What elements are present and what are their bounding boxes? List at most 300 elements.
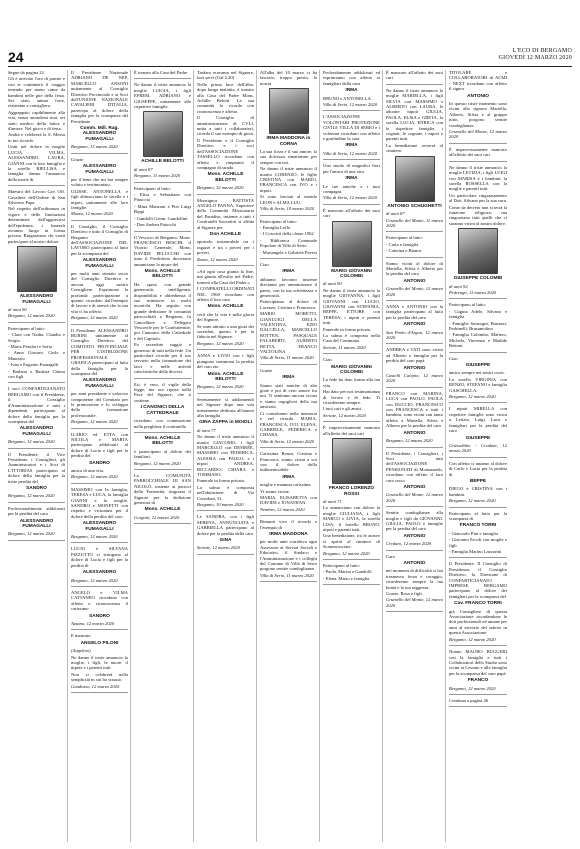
deceased-name: ANTONIO: [466, 93, 490, 99]
notice: [386, 510, 443, 550]
notice-text: Lo annunciano con dolore la moglie GIULIANA, i figli MARCO e LIVIA, la sorella LISA, il fratello BRUNO, nipoti e parenti tutti.: [323, 505, 380, 532]
deceased-name: ANTONIO: [403, 365, 426, 371]
notice-text: Nella prima luce dell'alba, dopo lunga malattia, è tornato alla Casa del Padre Mons. Achille Belotti. La sua comunità lo ricorda con riconoscenza e affetto.: [197, 81, 254, 114]
notice-text: È improvvisamente mancato all'affetto dei suoi cari: [323, 425, 380, 436]
deceased-name: IRMA: [345, 88, 358, 94]
notice: [386, 451, 443, 508]
notice-text: ANGELO e VILMA CATTANEO ricordano con affetto e riconoscenza il carissimo: [71, 589, 128, 612]
notice-text: Ne danno il triste annuncio il marito LORENZO, le figlie CRISTINA con MARIO, FRANCESCA con IVO e i nipoti.: [260, 166, 317, 193]
notice-date: Bergamo, 12 marzo 2020: [323, 550, 370, 556]
notice-text: DIEGO e CRISTINA con i bambini.: [449, 486, 507, 497]
deceased-name: ANTONIO: [403, 484, 426, 490]
deceased-name: ALESSANDRO FUMAGALLI: [82, 164, 117, 175]
notice-text: - Cugina Adele, Silvano e famiglia: [449, 308, 507, 320]
portrait-photo: [332, 438, 372, 484]
column-5: [260, 70, 320, 842]
notice-text: Il Presidente, i Consiglieri, i Soci tutti dell'ASSOCIAZIONE PENSIONATI di Montanardo, ricordano con affetto il loro caro socio: [386, 450, 443, 483]
portrait-photo: [17, 246, 57, 292]
notice-text: Grazie: [260, 367, 273, 373]
notice-text: Eri, è vero, il vigile della legge, ma ora riposa nella Pace del Signore, che ti sostiene.: [134, 381, 191, 403]
age-line: (Angelino): [71, 648, 91, 654]
notice-text: MARIA, ELISABETTA con DAVIDE e JONATHAN: [260, 494, 317, 506]
deceased-name: ALESSANDRO FUMAGALLI: [19, 426, 54, 437]
notice: [323, 114, 380, 160]
notice-text: Profondamente addolorati ed esprimiamo con affetto ai famigliari della cara: [323, 70, 380, 86]
portrait-photo: [458, 228, 498, 274]
notice-text: Il Consiglio di amministrazione di CVLI, unita a tutti i collaboratori, ricorda il suo esempio di gioia.: [197, 115, 254, 137]
deceased-name: Comm. Mill. Rag. ALESSANDRO FUMAGALLI: [80, 126, 119, 142]
notice-text: - Giacomo Ercoli con moglie e figli: [449, 537, 507, 548]
notice: [386, 235, 443, 257]
notice-text: ANNA e LIVIO con i figli piangono commossi la perdita del caro zio: [197, 353, 254, 370]
notice: [449, 302, 507, 352]
notice: [8, 326, 65, 384]
notice-text: ANDREA e TATI sono vicini ad Alberto e famiglia per la perdita del caro papà: [386, 347, 443, 364]
notice-text: Un particolare ringraziamento al Dott. Silvano per la sua cura.: [449, 192, 507, 204]
notice: [323, 563, 380, 585]
notice: [71, 157, 128, 221]
notice-text: I CONFRATELLI ORDINATI NEL 1960 ricordano con affetto il loro caro: [197, 286, 254, 303]
notice-text: - Famiglie Sonzogni, Bonazzi, Pedrinelli, Brusamolino: [449, 320, 507, 331]
notice-date: Bergamo, 12 marzo 2020: [8, 439, 55, 445]
notice-text: È tornato alla Casa del Padre: [134, 70, 188, 75]
portrait-photo: [143, 111, 183, 157]
notice: [449, 165, 507, 300]
notice-text: La sorella VIRGINIA con RENZO, STEFANO e famiglia GASCHELLA.: [449, 376, 507, 393]
notice-text: I tuoi cari e gli amici.: [323, 406, 363, 412]
notice-date: Villa di Serio, 12 marzo 2020: [260, 438, 315, 444]
notice-text: La salma è composta nella Casa del Commiato.: [323, 333, 380, 344]
notice-text: Ciao: [449, 355, 458, 361]
notice-date: Nembro, 12 marzo 2020: [260, 506, 305, 512]
deceased-name: Don ACHILLE: [209, 231, 242, 237]
notice-text: È improvvisamente mancato all'affetto dei suoi cari: [449, 146, 507, 158]
notice-date: Bergamo, 12 marzo 2020: [71, 474, 118, 480]
notice-text: - Mario Pesalori e Sofia: [8, 344, 52, 350]
notice-text: amico di una vita.: [71, 468, 104, 473]
age-line: di anni 87: [386, 211, 405, 217]
notice-text: MARIO MORETTI, GIANLUIGI DELLA VALENTINA, EZIO DALCELLA, MARCELLO ROTTEN, PASQUALE FALABERTI, ALBERTO BETTA, FRANCO VALTOLINA.: [260, 311, 317, 355]
notice: [386, 391, 443, 448]
notice-text: Il Presidente Nazionale ADRIANO DE NEP, MARCELLO ANSONI unitamente al Consiglio Direttivo Provinciale e ai Soci dell'UNIONE NAZIONALE CAVALIERI D'ITALIA, partecipa al dolore della famiglia per la scomparsa del Presidente: [71, 70, 128, 124]
notice-text: Vi siamo vicine.: [260, 488, 290, 494]
deceased-name: IRMA MADDONA: [269, 532, 308, 537]
notice-date: Villa di Serio, 11 marzo 2020: [260, 572, 314, 578]
notice-date: Bergamo, 12 marzo 2020: [197, 384, 244, 390]
notice: [323, 163, 380, 204]
notice-text: È mancato all'affetto dei suoi cari: [386, 70, 443, 81]
notice: [386, 304, 443, 344]
notice-text: per il bene che mi hai sempre voluto e testimoniato.: [71, 176, 128, 188]
notice: [197, 514, 254, 554]
notice-date: Grumello del Monte, 12 marzo 2020: [386, 597, 443, 608]
deceased-name: FRANCO TORRI: [459, 523, 497, 529]
deceased-name: Mons. ACHILLE BELOTTI: [207, 371, 244, 382]
age-line: di anni 71: [323, 498, 342, 504]
notice-text: nei momenti di difficoltà ci hai trasmesso forza e coraggio, ricorderemo sempre la tua bontà e la tua saggezza.: [386, 568, 443, 590]
notice-text: - Elena, Mario e famiglia: [323, 575, 370, 581]
deceased-name: ANTONIO: [403, 533, 426, 539]
notice-text: Nel rispetto dell'ordinanza in vigore e delle limitazioni determinate dall'aggravarsi dell'epidemia, i funerali avranno luogo in forma privata. Ringraziano chi vorrà partecipare al nostro dolore.: [8, 206, 65, 244]
notice-text: FRANCO con MARINA, LUCA con PAOLO, PAOLA con DUCCIO, FRANCESCO con FRANCESCA e tutti i bambini, sono vicini con tanto affetto a Mariella, Silvia e Alberto per la perdita del caro: [386, 390, 443, 429]
notice-text: Funerale in forma privata.: [197, 478, 245, 484]
deceased-name: Cav. FRANCO TORRI: [454, 601, 502, 607]
deceased-name: FRANCO LORENZO ROSSI: [328, 486, 375, 497]
notice-date: Mozzo, 12 marzo 2020: [71, 211, 113, 217]
age-line: di anni 90: [323, 281, 342, 287]
notice-text: Se sono attratto a una gioia dei sacerdoti, questo è per la fiducia nel Signore.: [197, 323, 254, 340]
age-line: di anni 77: [197, 427, 216, 433]
notice-text: Carissima Renza, Cristina e Francesca, siamo vicini a voi con il dolore della indimenticabile: [260, 451, 317, 473]
notice-text: I nipoti MIRELLA con rispettive famiglie sono vicini a Letizia, Luigi, Luca e famigliari per la perdita del caro: [449, 406, 507, 434]
notice: [134, 436, 191, 470]
notice-text: Partecipano al lutto:: [260, 218, 297, 224]
notice-date: Bergamo, 12 marzo 2020: [71, 577, 118, 583]
notice-text: Uniti nel dolore la moglie LUCIA, VILMA, ALESSANDRO, LAURA, GIANNI con le loro famiglie e la sorella RIELLISA e famiglia danno l'annuncio della morte di: [8, 144, 65, 182]
deceased-name: FRANCO: [467, 678, 489, 684]
notice-date: Roma, 12 marzo 2020: [197, 256, 238, 262]
obituary-columns: [8, 70, 572, 842]
notice-text: Andrà e celebrerà la S. Messa in tuo ricordo.: [8, 132, 65, 143]
notice: [386, 554, 443, 613]
notice-text: Maestro del Lavoro Cav. Off. Cavaliere dell'Ordine di San Silvestro Papa: [8, 189, 65, 205]
notice: [71, 432, 128, 484]
masthead: [499, 48, 572, 62]
notice-text: Ne danno il triste annuncio la moglie MARIELLA, i figli SILVIA con MASSIMO e ALBERTO con LAURA, le adorate nipoti GIULIA, PAOLA, ELISA e GRETA, la sorella LUCIA, ENRICA con le rispettive famiglie, i cognati, le cognate, i nipoti e parenti tutti.: [386, 87, 443, 142]
deceased-name: ANTONIO: [403, 561, 426, 566]
paper-name: L'ECO DI BERGAMO: [512, 48, 572, 54]
deceased-name: GIUSEPPE: [465, 363, 491, 369]
notice-text: - Don Andrea Paiocchi: [134, 222, 176, 228]
notice-text: - Giancarlo Pini e famiglia: [449, 530, 498, 536]
notice: [197, 397, 254, 512]
notice-date: Bergamo, 12 marzo 2020: [134, 460, 181, 466]
notice-date: Bergamo, 12 marzo 2020: [449, 498, 496, 504]
notice-text: Continua a pagina 26: [449, 697, 489, 703]
deceased-name: ANGELO PILONI: [80, 640, 119, 646]
notice-date: Gandosso, 12 marzo 2020: [71, 683, 120, 689]
notice-date: Bergamo, 12 marzo 2020: [449, 394, 496, 400]
notice-text: Sentite condoglianze alla moglie e figli da GIOVANNI, GIULIA, PAOLO e famiglie per la perdita del caro: [386, 510, 443, 532]
deceased-name: SANDRO: [89, 613, 110, 619]
notice-text: Gli è arrivato l'oro di partire e con te continuerò il viaggio tenendo per mano come da bambini nelle gite della festa. Sei stato anima forte, resistente a consigliera.: [8, 76, 65, 109]
column-1: [8, 70, 68, 842]
notice: [260, 70, 317, 216]
notice: [134, 235, 191, 379]
notice-date: Villa di Serio, 12 marzo 2020: [323, 195, 378, 201]
notice-date: San Paolo d'Argon, 12 marzo 2020: [386, 329, 443, 340]
notice-text: - Barbara e Battista Chiesa con figli: [8, 368, 65, 380]
notice-text: Il Presidente, Il Consiglio di Presidenza, il Consiglio Direttivo, la Direzione di CONFARTIGIANATO IMPRESE BERGAMO partecipano al dolore dei famigliari per la scomparsa del: [449, 561, 507, 599]
notice-date: Grassobbio - Cividate, 12 marzo 2020: [449, 442, 507, 454]
notice-date: Bergamo, 10 marzo 2020: [197, 502, 244, 508]
notice-text: Professionalmente addolorati per la perdita del caro: [8, 505, 65, 517]
notice-text: e partecipano al dolore dei familiari.: [134, 448, 191, 460]
notice-text: Partecipano al lutto:: [449, 302, 486, 308]
notice-text: Il Presidente, il Vice Presidente, i Consiglieri, gli Amministratori e i Soci di L'ITTORIAS partecipano al dolore della famiglia per la triste perdita del: [8, 451, 65, 484]
notice-text: - Mariangela e Gabriele Pavesi: [260, 249, 317, 255]
header-rule: [8, 66, 572, 67]
notice-text: Il Vescovo di Bergamo, Mons. FRANCESCO BESCHI, il Vicario Generale, Mons. DAVIDE PELUCCHI con tutto il Presbiterio diocesano annunciano la morte del: [134, 234, 191, 267]
deceased-name: MARIO GIOVANNI COLOMBI: [331, 268, 372, 279]
notice: [8, 70, 65, 186]
notice: [71, 590, 128, 630]
notice-text: Caro: [386, 553, 395, 559]
page-header: [8, 50, 572, 64]
notice-date: Villa di Serio, 12 marzo 2020: [323, 150, 378, 156]
notice-text: E mancato: [71, 633, 91, 639]
deceased-name: GINA: [219, 538, 232, 544]
notice-date: Seriate, 12 marzo 2020: [197, 545, 240, 551]
notice-date: Bergamo, 12 marzo 2020: [197, 340, 244, 346]
notice-date: Bergamo, 12 marzo 2020: [449, 636, 496, 642]
notice-text: Uno stuolo di magnifici fiori per l'amica di una vita.: [323, 163, 380, 174]
column-4: [197, 70, 257, 842]
notice-text: Partecipano al lutto:: [134, 185, 171, 191]
notice-text: ricordano con commozione nella preghiera il confratello: [134, 418, 191, 429]
notice-text: Come da decreto non si terrà la funzione religiosa; ma ringraziano tutti quelli che ci saranno vicini al nostro dolore.: [449, 204, 507, 226]
notice: [449, 70, 507, 144]
deceased-name: ALESSANDRO FUMAGALLI: [19, 518, 54, 529]
notice-text: - Paola, Marisa e Gandolfi: [323, 569, 372, 575]
deceased-name: IRMA: [282, 269, 295, 275]
notice-text: Ne danno il triste annuncio la moglie LUIGIA, i figli EFREM, ADRIANO e GIUSEPPE, unitamente alle rispettive famiglie.: [134, 82, 191, 110]
notice: [134, 70, 191, 79]
notice: [8, 189, 65, 323]
notice: [260, 368, 317, 448]
notice-text: - Elisa e Sebastiano con Pinuccia: [134, 192, 191, 203]
notice-text: Partecipiamo al dolore di Lorenzo, Cristina e Francesca.: [260, 299, 317, 310]
notice-text: Siamo vicini al dolore di Mariella, Silvia e Alberto per la perdita del caro: [386, 260, 443, 277]
notice: [71, 70, 128, 154]
deceased-name: IRMA: [282, 375, 295, 381]
notice-date: Bergamo, 12 marzo 2020: [71, 315, 118, 321]
notice-date: Bergamo, 12 marzo 2020: [8, 531, 55, 537]
notice-text: Non si celebrerà nella semplicità in cui ha vissuto.: [71, 671, 128, 683]
notice: [134, 473, 191, 524]
notice-text: L'ASSOCIAZIONE VOLONTARI PROTEZIONE CIVILE VILLA DI SERIO e i volontari ricordano con affetto e gratitudine la cara: [323, 114, 380, 142]
deceased-name: SANDRO: [26, 485, 47, 491]
notice-text: Partecipano al lutto per la scomparsa di: [449, 510, 507, 521]
column-7: [386, 70, 446, 842]
notice-date: Bergamo, 12 marzo 2020: [386, 438, 433, 444]
notice: [134, 382, 191, 433]
notice-text: La sua forza e il suo amore, la sua dolcezza rimarranno per sempre con noi.: [260, 149, 317, 165]
notice: [71, 487, 128, 544]
deceased-name: ANTONIO: [403, 430, 426, 436]
deceased-name: ACHILLE BELOTTI: [141, 159, 184, 165]
notice-text: - Carla e famiglia: [386, 241, 419, 247]
portrait-photo: [395, 156, 435, 202]
notice-text: I soci CONFARTIGIANATO BERGAMO con il Presidente, il Consiglio d'Amministrazione e tutti i dipendenti partecipano al dolore della famiglia per la scomparsa del: [8, 386, 65, 424]
notice-date: Grumello del Monte, 12 marzo 2020: [386, 492, 443, 503]
notice-date: Villa di Serio, 10 marzo 2020: [260, 206, 315, 212]
notice-text: Partecipano al lutto:: [323, 562, 360, 568]
notice-text: - Biblioteca Comunale Popolare di Villa di Serio: [260, 237, 317, 249]
notice-text: Il Consiglio, il Consiglio Direttivo e tutto il Consiglio di Bergamo dell'ASSOCIAZIONE DEL LAVORO partecipano al lutto per la scomparsa del: [71, 223, 128, 256]
notice-text: «Ad ogni cosa giunta la fine, ma giunta all'esilio nel Padre, tornerò alla Casa del Padre.»: [197, 269, 254, 285]
notice: [8, 386, 65, 448]
notice: [71, 633, 128, 693]
notice-text: - Ivan e Eugenio Fumagalli: [8, 362, 59, 368]
age-line: di anni 90: [8, 307, 27, 312]
notice-text: Fu sacerdote saggio e generoso di tutti nella fede. Un particolare ricordo per il suo servizio nella formazione dei laici e nelle attività catechistiche della diocesi.: [134, 342, 191, 375]
notice: [197, 353, 254, 393]
notice-text: È mancato all'affetto dei suoi cari: [323, 207, 380, 219]
notice-text: - Famiglia Colombo, Maftero, Michela, Vincenzo e Matilde Bettoni: [449, 332, 507, 349]
deceased-name: BEPPE: [469, 478, 487, 484]
notice-text: ILARIO ed ETTA con NICOLA e MARTA partecipano addolorati al dolore di Lucia e figli per la perdita del: [71, 431, 128, 459]
notice-text: Si sono lasciati al mondo LEON e ALMA LUU.: [260, 194, 317, 205]
notice: [8, 452, 65, 503]
notice: [260, 451, 317, 516]
notice-text: amico sempre nei nostri cuori.: [449, 370, 505, 376]
deceased-name: ALESSANDRO FUMAGALLI: [82, 378, 117, 389]
notice: [134, 186, 191, 232]
notice: [197, 269, 254, 350]
notice: [449, 649, 507, 695]
notice: [197, 70, 254, 195]
notice: [449, 406, 507, 457]
notice-date: Bergamo, 11 marzo 2020: [134, 173, 181, 179]
deceased-name: ANTONIO: [403, 322, 426, 328]
notice-date: Bergamo, 12 marzo 2020: [449, 685, 496, 691]
notice-date: Bergamo, 12 marzo 2020: [71, 534, 118, 540]
notice-text: abbiamo lavorato insieme diecianni per amministrare il paese, con la tua schiettezza e generosità.: [260, 276, 317, 298]
notice-text: già Consigliere di questa Associazione ricordandone le doti professionali ed umane per anni al servizio del settore in questa Associazione.: [449, 608, 507, 636]
notice-text: LUCIO e SILVANA PIZZUTTO si stringono al dolore di Lucia e figli per la perdita di: [71, 546, 128, 568]
notice-text: Ne danno il triste annuncio la moglie GIOVANNA, i figli GIOVANNI con LUCIO, GIOVANNI con STEFANIA, BEPPE, ETTORE con TERESA, i nipoti e parenti tutti.: [323, 287, 380, 326]
notice-text: Le SANDRA, con i figli SERENA, ANNUNCIATA e GABRIELLA partecipano al dolore per la perdita della cara: [197, 514, 254, 536]
notice: [323, 208, 380, 355]
notice: [449, 698, 507, 707]
notice-text: La salma è composta nell'abitazione di Via Corridoni, 31.: [197, 484, 254, 501]
notice-text: Siamo stati amiche di alte gioie e poi di vero amore fra noi. Ti sentiamo ancora vicina e siamo orgogliosi della tua amicizia.: [260, 382, 317, 410]
notice-text: Una benedizione, tra le aurore si aprirà al cimitero di Scanzorosciate.: [323, 533, 380, 550]
notice: [323, 70, 380, 111]
notice-text: Serenamente si addormentò nel Signore dopo una vita interamente dedicata all'amore alla famiglia: [197, 396, 254, 418]
notice-text: Hai dato per noi testimonianza di lavoro e di fede. Ti ricorderemo sempre.: [323, 389, 380, 406]
notice: [260, 519, 317, 582]
deceased-name: Mons. ACHILLE BELOTTI: [207, 172, 244, 183]
notice-date: Villa di Serio, 11 marzo 2020: [260, 355, 314, 361]
notice-date: Seriate, 11 marzo 2020: [323, 344, 366, 350]
notice-text: TITOLARE e COLLABORATORI di ACMI - NEXT ricordano con affetto il signor: [449, 70, 507, 92]
notice-text: In questo triste momento sono vicini alla signora Mariella, Alberto, Silvia e al gruppo tutto, porgono sentite condoglianze.: [449, 101, 507, 128]
notice-date: Bergamo, 12 marzo 2020: [8, 493, 55, 499]
notice-date: Bergamo, 12 marzo 2020: [197, 185, 244, 191]
notice-text: - Caterina e Bianca: [386, 248, 422, 254]
notice-text: Funerale in forma privata.: [323, 326, 371, 332]
notice-text: - Famiglia Leffe: [260, 224, 291, 230]
notice: [449, 147, 507, 162]
notice: [71, 224, 128, 325]
notice-text: Ne danno il triste annuncio la moglie LETIZIA, i figli LUIGI con MARISA e i bambini, la sorella ROSSELLA con la moglie e parenti tutti.: [449, 164, 507, 192]
notice-date: Bergamo, 13 marzo 2020: [71, 144, 118, 150]
notice-text: Ciao: [260, 261, 269, 267]
notice-text: BRUNO e ANTONELLA.: [323, 95, 373, 101]
paper-date: GIOVEDÌ 12 MARZO 2020: [498, 55, 572, 61]
notice: [134, 82, 191, 182]
notice-date: Grumello del Monte, 12 marzo 2020: [386, 286, 443, 297]
deceased-name: ANTONIO: [403, 278, 426, 284]
notice-text: per anni presidente e valoroso componente del Comitato per la promozione e lo sviluppo della formazione professionale.: [71, 391, 128, 418]
notice: [449, 461, 507, 508]
notice-text: - I Coscritti della classe 1962: [260, 231, 314, 237]
deceased-name: GINA ZAPPA in MOIOLI: [199, 420, 252, 426]
notice-text: moglie e mamma carissima.: [260, 482, 312, 488]
notice-text: Il Presidente ALESSANDRO BURINI unitamente al Consiglio Direttivo del COMITATO PROVINCIALE PER L'ISTRUZIONE PROFESSIONALE GRAFICA partecipano al lutto della famiglia per la scomparsa del: [71, 327, 128, 376]
portrait-photo: [269, 88, 309, 134]
notice: [260, 262, 317, 365]
notice-text: Partecipano al lutto:: [386, 235, 423, 241]
notice-text: Monsignor BATTISTA ANGELO PANNA, Superiore della Comunità Missionaria del Paradiso, insieme a tutti i Confratelli Sacerdoti si affida al Signore per: [197, 197, 254, 230]
notice: [449, 356, 507, 404]
notice-text: Rimarrà vivo il ricordo e l'esempio di: [260, 519, 317, 530]
deceased-name: Mons. ACHILLE: [207, 304, 244, 310]
portrait-photo: [332, 221, 372, 267]
notice-text: certi che la vita è nella gloria del Signore.: [197, 311, 254, 323]
notice: [71, 546, 128, 586]
notice: [323, 425, 380, 560]
notice-date: Grumello del Monte, 12 marzo 2020: [449, 129, 507, 140]
notice: [386, 261, 443, 301]
notice-text: ULISSE, ANTONELLA e figli abbracciano le sorelle e i nipoti, unitamente alle loro famiglie.: [71, 188, 128, 210]
deceased-name: Mons. ACHILLE: [144, 507, 181, 513]
deceased-name: SANDRO: [89, 460, 110, 466]
notice-text: Ne danno il triste annuncio il marito GIACOMO, i figli MARCELLO con DESIRÈE, MASSIMO con FEDERICA, ALESSIA con PAOLO, e i nipoti ANDREA, RICCARDO, CHIARA e TOMMASO.: [197, 434, 254, 477]
notice: [71, 328, 128, 429]
deceased-name: IRMA: [345, 176, 358, 182]
notice-text: Tardaro eravamo nel Signore, tuoi servi (Gal 2,20): [197, 70, 254, 81]
notice-text: - Mina Manzoni e Pier Luigi Rippi: [134, 203, 191, 215]
column-3: [134, 70, 194, 842]
deceased-name: GIUSEPPE COLOMBI: [453, 276, 503, 282]
column-6: [323, 70, 383, 842]
notice-text: Notaio MAURO BUGGERI con la famiglia e tutti i Collaboratori dello Studio sono vicini ai Cessato e alla famiglia per la scomparsa del caro papà: [449, 649, 507, 676]
deceased-name: ALESSANDRO: [82, 570, 117, 576]
notice-text: MASSIMO con la famiglia, TERESA e LUCA, la famiglia GIANNI e la moglie, SANDRO e MONETTI con rispetto e vicinanza per il dolore della perdita del caro: [71, 486, 128, 519]
notice-date: Castelli Calepio, 12 marzo 2020: [386, 373, 443, 384]
notice-text: per molti anni stimato socio del Consiglio Direttivo e ancora oggi nostro Consigliere. Esprimono la profonda partecipazione a quanto ricordato dall'esempio di lavoro e di onestà che la sua vita ci ha offerto.: [71, 271, 128, 314]
deceased-name: ALESSANDRO FUMAGALLI: [82, 258, 117, 269]
notice-text: Con affetto ci uniamo al dolore di Carlo e Lucia per la perdita di: [449, 460, 507, 477]
notice: [449, 561, 507, 646]
deceased-name: ALESSANDRO FUMAGALLI: [82, 521, 117, 532]
notice-text: Ci consoliamo nella memoria e nel ricordo. MARIA, FRANCESCA, IVO, ELENA, GABRIELE, FEDERICA e CHIARA.: [260, 410, 317, 438]
notice-date: Azzano, 12 marzo 2020: [71, 620, 115, 626]
notice-text: Il Presidente e il Consiglio Direttivo e i soci dell'ASSOCIAZIONE TASSELLO ricordano con affetto e rimpianto il compagno di strada.: [197, 137, 254, 170]
deceased-name: ANTONIO SCHUGHETTI: [387, 203, 442, 209]
notice-text: La benedizione avverrà al cimitero.: [386, 142, 443, 154]
deceased-name: I CANONICI DELLA CATTEDRALE: [140, 405, 185, 416]
notice-date: Villa di Serio, 12 marzo 2020: [323, 102, 378, 108]
deceased-name: GIUSEPPE: [465, 435, 491, 441]
notice-date: Bergamo, 12 marzo 2020: [71, 419, 118, 425]
notice-text: Partecipano al lutto:: [8, 325, 45, 331]
notice: [8, 506, 65, 541]
age-line: di anni 87: [134, 166, 153, 172]
notice: [449, 511, 507, 559]
deceased-name: IRMA: [345, 143, 358, 149]
deceased-name: MARIO GIOVANNI COLOMBI: [331, 364, 372, 376]
deceased-name: Mons. ACHILLE BELOTTI: [144, 268, 181, 280]
deceased-name: Mons. ACHILLE BELOTTI: [144, 435, 181, 447]
notice-date: Credaro, 12 marzo 2020: [386, 541, 432, 547]
page-number: 24: [8, 49, 24, 65]
notice-text: Le tue amiche e i tuoi compagni.: [323, 183, 380, 194]
notice: [386, 347, 443, 387]
